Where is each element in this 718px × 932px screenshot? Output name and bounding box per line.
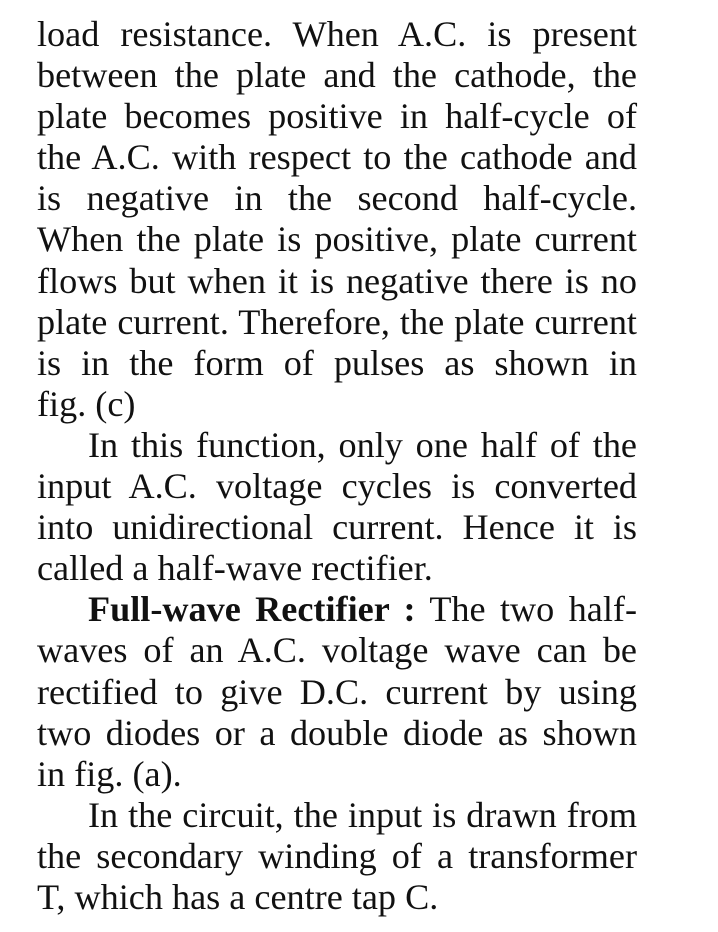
text-line: in fig. (a). [37, 753, 182, 794]
text-line: T, which has a centre tap C. [37, 876, 439, 917]
text-line: In this function, only one half of the [88, 424, 637, 465]
text-run: The two half- [415, 589, 637, 630]
text-line: plate current. Therefore, the plate current [37, 301, 637, 342]
body-text [37, 14, 637, 918]
text-line: the A.C. with respect to the cathode and [37, 137, 637, 178]
paragraph-circuit-input [37, 795, 637, 918]
paragraph-half-wave-operation [37, 14, 637, 425]
paragraph-full-wave-rectifier [37, 589, 637, 794]
text-line: flows but when it is negative there is no [37, 260, 637, 301]
text-line: rectified to give D.C. current by using [37, 671, 637, 712]
paragraph-half-wave-definition [37, 425, 637, 589]
text-line: plate becomes positive in half-cycle of [37, 96, 637, 137]
text-line: two diodes or a double diode as shown [37, 712, 637, 753]
text-line: between the plate and the cathode, the [37, 55, 637, 96]
text-line: When the plate is positive, plate current [37, 219, 637, 260]
text-line: the secondary winding of a transformer [37, 835, 637, 876]
text-line: In the circuit, the input is drawn from [88, 794, 637, 835]
section-heading: Full-wave Rectifier : [88, 589, 416, 630]
text-line: into unidirectional current. Hence it is [37, 507, 637, 548]
text-line: waves of an A.C. voltage wave can be [37, 630, 637, 671]
text-line: load resistance. When A.C. is present [37, 14, 637, 54]
text-line-with-heading [37, 589, 637, 630]
text-line: is in the form of pulses as shown in [37, 342, 637, 383]
text-line: fig. (c) [37, 383, 136, 424]
text-line: is negative in the second half-cycle. [37, 178, 637, 219]
text-line: input A.C. voltage cycles is converted [37, 466, 637, 507]
text-line: called a half-wave rectifier. [37, 548, 433, 589]
